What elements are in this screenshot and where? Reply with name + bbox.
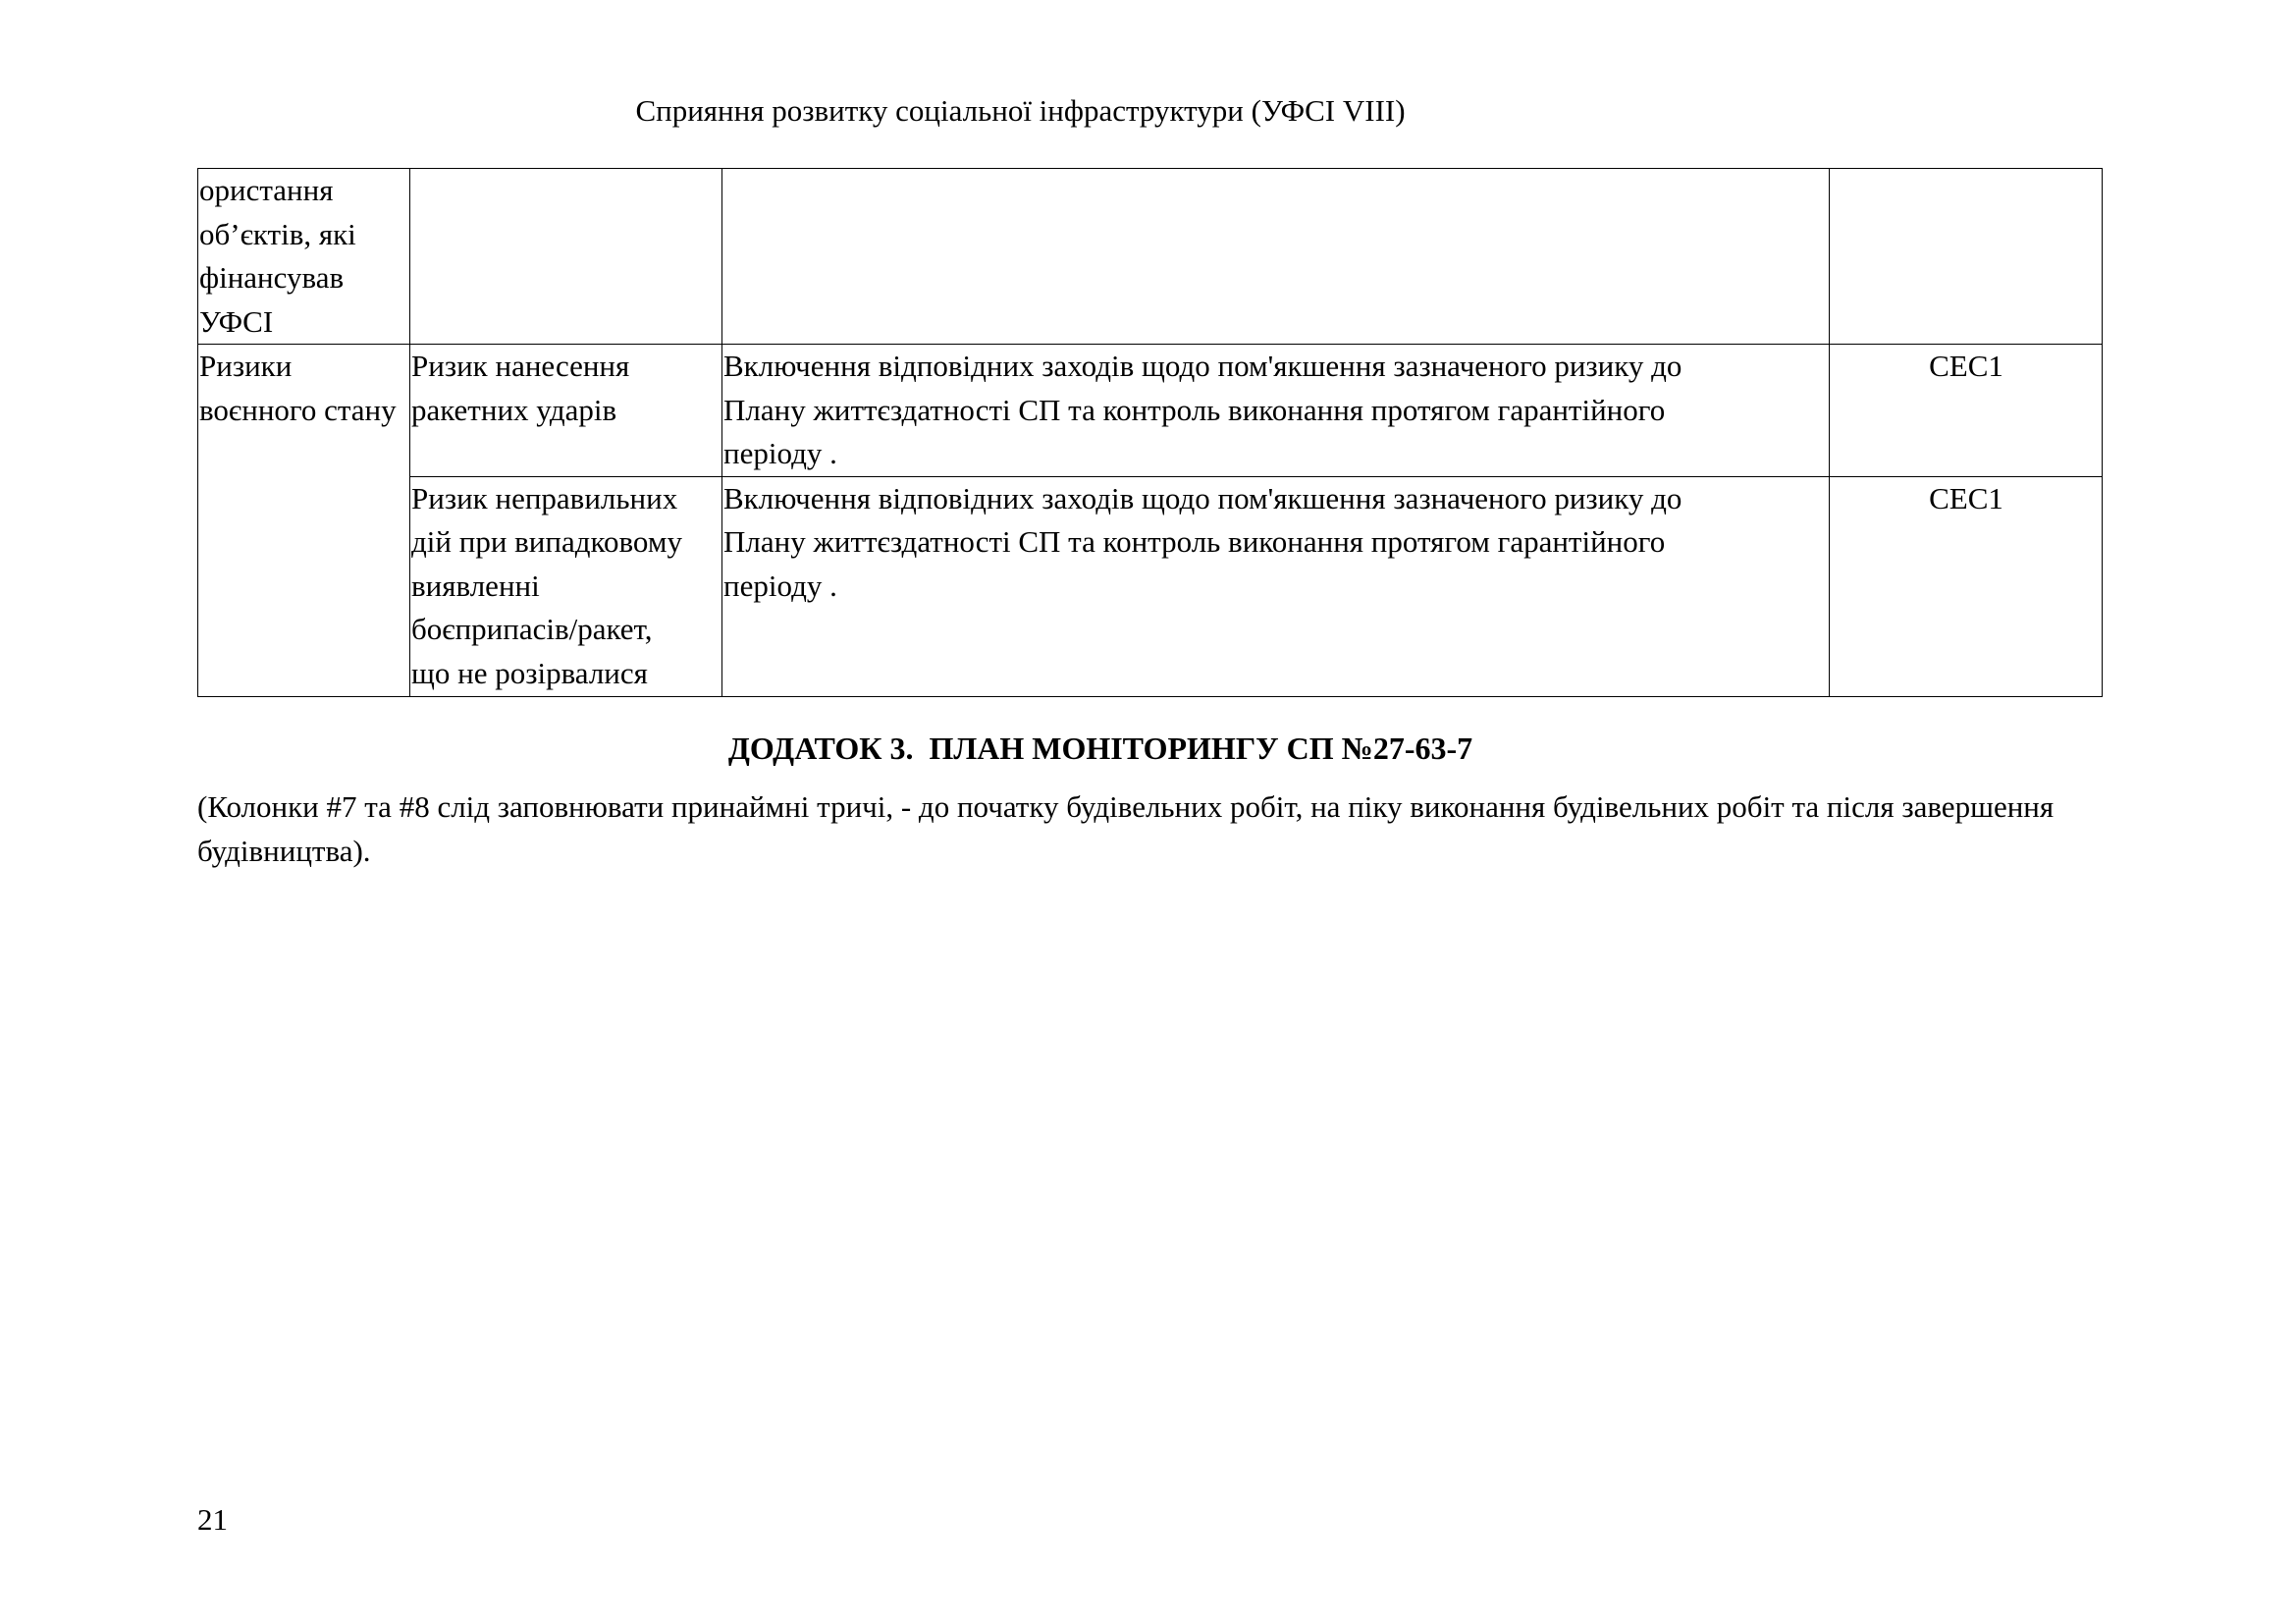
mitigation-measure-cell: Включення відповідних заходів щодо пом'якшення зазначеного ризику до Плану життєздатності СП та контроль виконання протягом гарантійного періоду . <box>722 476 1830 696</box>
annex-note: (Колонки #7 та #8 слід заповнювати принаймні тричі, - до початку будівельних робіт, на піку виконання будівельних робіт та після завершення будівництва). <box>197 789 2055 868</box>
responsible-cell: СЕС1 <box>1830 345 2103 477</box>
table-row <box>198 476 2103 696</box>
responsible-cell: СЕС1 <box>1830 476 2103 696</box>
risk-table <box>197 168 2103 697</box>
risk-category-cell: ористання об’єктів, які фінансував УФСІ <box>198 169 410 345</box>
annex-title: ДОДАТОК 3. ПЛАН МОНІТОРИНГУ СП №27-63-7 <box>727 731 1473 766</box>
mitigation-measure-cell <box>722 169 1830 345</box>
page-header: Сприяння розвитку соціальної інфраструктури (УФСІ VIII) <box>635 93 1406 128</box>
risk-description-cell <box>410 169 722 345</box>
table-row <box>198 169 2103 345</box>
risk-description-cell: Ризик нанесення ракетних ударів <box>410 345 722 477</box>
responsible-cell <box>1830 169 2103 345</box>
table-row <box>198 345 2103 477</box>
risk-description-cell: Ризик неправильних дій при випадковому виявленні боєприпасів/ракет, що не розірвалися <box>410 476 722 696</box>
risk-category-cell: Ризики воєнного стану <box>198 345 410 697</box>
mitigation-measure-cell: Включення відповідних заходів щодо пом'якшення зазначеного ризику до Плану життєздатності СП та контроль виконання протягом гарантійного періоду . <box>722 345 1830 477</box>
page-number: 21 <box>197 1502 228 1537</box>
